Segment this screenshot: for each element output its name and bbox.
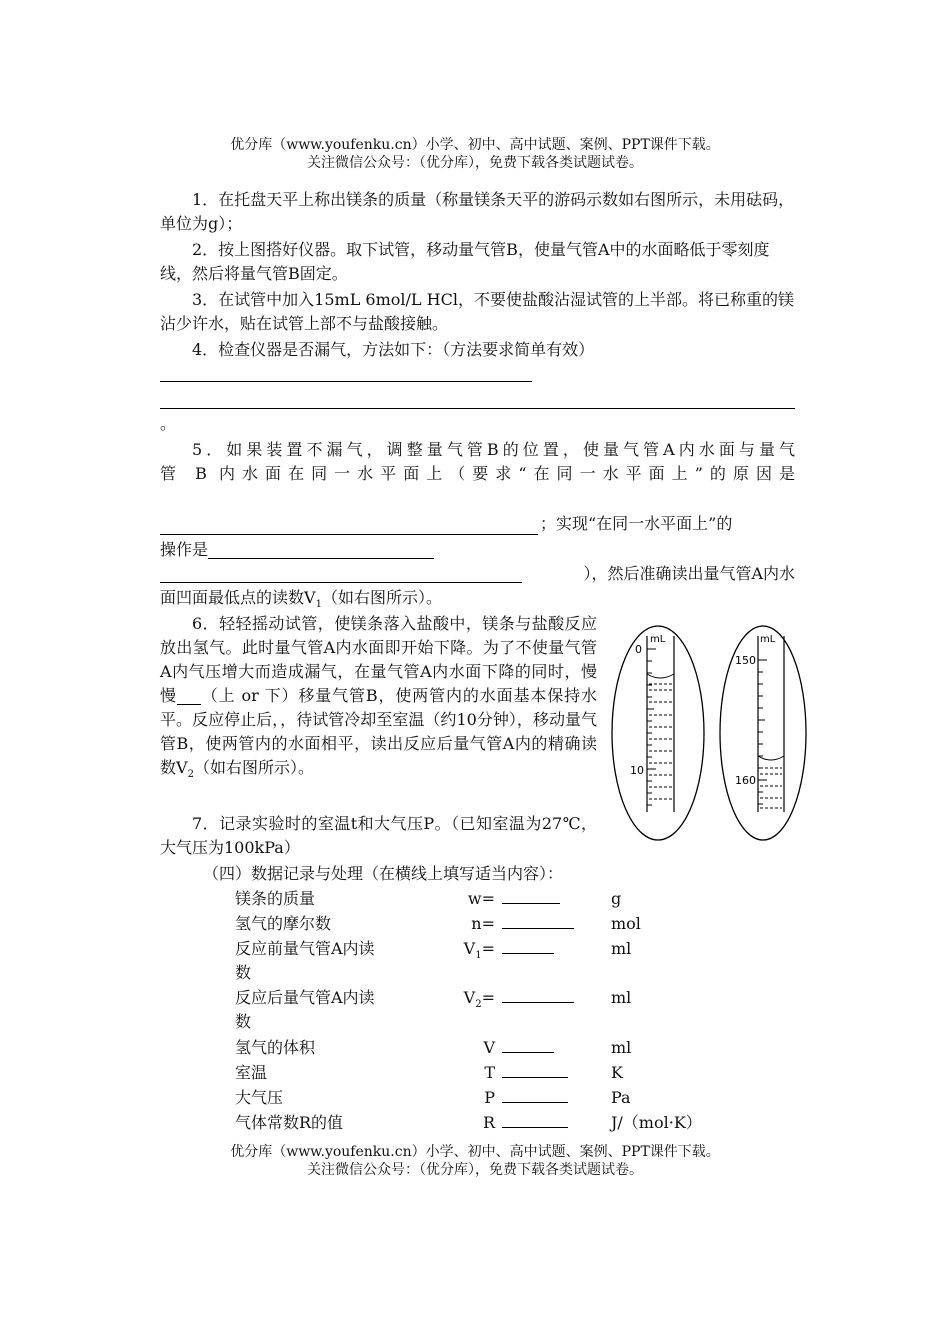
left-reading-ellipse <box>612 626 704 840</box>
step-5-line-d <box>160 538 795 562</box>
row-unit: ml <box>611 1038 632 1057</box>
footer-line-2: 关注微信公众号：（优分库），免费下载各类试题试卷。 <box>307 1162 643 1178</box>
row-symbol: w= <box>467 889 495 908</box>
step-5-line-a: 5．如果装置不漏气，调整量气管B的位置，使量气管A内水面与量气 <box>192 440 795 459</box>
row-symbol: T <box>484 1063 495 1082</box>
row-name-cont: 数 <box>235 963 252 982</box>
right-bottom-label: 160 <box>735 774 756 787</box>
row-blank <box>502 1086 568 1103</box>
row-unit: ml <box>611 939 632 958</box>
step-4: 4．检查仪器是否漏气，方法如下：（方法要求简单有效） <box>192 340 595 359</box>
row-name: 反应前量气管A内读 <box>235 939 375 958</box>
step-5-line-e: ），然后准确读出量气管A内水 <box>583 564 795 583</box>
left-unit-label: mL <box>650 634 666 645</box>
step-2: 2．按上图搭好仪器。取下试管，移动量气管B，使量气管A中的水面略低于零刻度线，然后将量气管B固定。 <box>160 240 770 283</box>
step-4-end: 。 <box>160 414 177 433</box>
row-unit: g <box>611 889 622 908</box>
row-unit: ml <box>611 988 632 1007</box>
step-5-line-b: 管 B 内水面在同一水平面上（要求“在同一水平面上”的原因是 <box>160 464 795 483</box>
row-name: 气体常数R的值 <box>235 1113 344 1132</box>
step-1: 1．在托盘天平上称出镁条的质量（称量镁条天平的游码示数如右图所示，未用砝码，单位为g）； <box>160 190 795 233</box>
step-5-line-c: ；实现“在同一水平面上”的 <box>540 514 733 533</box>
sym-pre: V <box>463 988 476 1007</box>
page-footer <box>0 1143 950 1179</box>
row-name: 反应后量气管A内读 <box>235 988 375 1007</box>
row-symbol <box>445 986 495 1017</box>
step-3: 3．在试管中加入15mL 6mol/L HCl，不要使盐酸沾湿试管的上半部。将已称重的镁沾少许水，贴在试管上部不与盐酸接触。 <box>160 290 794 333</box>
answer-line-4a <box>160 381 532 382</box>
row-symbol <box>445 937 495 968</box>
row-symbol: V <box>483 1038 495 1057</box>
sym-pre: V <box>463 939 476 958</box>
sym-post: = <box>481 988 495 1007</box>
sym-sub: 1 <box>475 950 482 962</box>
step-6-post: （如右图所示）。 <box>193 758 314 777</box>
row-symbol: P <box>484 1088 495 1107</box>
answer-blank-6 <box>177 688 201 705</box>
section-4-title: （四）数据记录与处理（在横线上填写适当内容）： <box>203 864 564 883</box>
row-name: 大气压 <box>235 1088 284 1107</box>
answer-line-4b <box>160 408 795 409</box>
page-header <box>0 136 950 172</box>
step-5-line-d-text: 操作是 <box>160 540 209 559</box>
row-name: 氢气的体积 <box>235 1038 316 1057</box>
answer-line-5c <box>160 582 522 583</box>
header-line-2: 关注微信公众号：（优分库），免费下载各类试题试卷。 <box>307 155 643 171</box>
step-5-f-pre: 面凹面最低点的读数V <box>160 588 316 607</box>
step-5-f-sub: 1 <box>315 599 322 611</box>
step-6-pre: 6．轻轻摇动试管，使镁条落入盐酸中，镁条与盐酸反应放出氢气。此时量气管A内水面即开始下降。为了不使量气管A内气压增大而造成漏气，在量气管A内水面下降的同时，慢慢 <box>160 614 597 705</box>
row-name: 室温 <box>235 1063 268 1082</box>
step-6-sub: 2 <box>187 769 194 781</box>
left-bottom-label: 10 <box>630 764 644 777</box>
row-unit: K <box>611 1063 623 1082</box>
sym-sub: 2 <box>475 999 482 1011</box>
row-blank <box>502 1036 554 1053</box>
burette-figure <box>608 622 808 844</box>
answer-line-5a <box>160 534 538 535</box>
row-symbol: n= <box>471 914 495 933</box>
header-line-1: 优分库（www.youfenku.cn）小学、初中、高中试题、案例、PPT课件下载。 <box>230 137 720 153</box>
row-unit: J/（mol·K） <box>611 1113 702 1132</box>
right-unit-label: mL <box>760 634 776 645</box>
row-name: 镁条的质量 <box>235 889 316 908</box>
row-blank <box>502 912 574 929</box>
row-blank <box>502 937 554 954</box>
step-6-mid: （上 or 下）移量气管B，使两管内的水面基本保持水平。反应停止后，，待试管冷却至室温（约10分钟），移动量气管B，使两管内的水面相平，读出反应后量气管A内的精确读数V <box>160 686 597 777</box>
step-7: 7．记录实验时的室温t和大气压P。（已知室温为27℃，大气压为100kPa） <box>160 814 597 857</box>
row-name: 氢气的摩尔数 <box>235 914 332 933</box>
sym-post: = <box>481 939 495 958</box>
step-6 <box>160 612 597 787</box>
row-name-cont: 数 <box>235 1012 252 1031</box>
row-blank <box>502 986 574 1003</box>
row-blank <box>502 887 560 904</box>
answer-blank-5b <box>208 542 434 559</box>
row-unit: mol <box>611 914 641 933</box>
row-blank <box>502 1111 568 1128</box>
right-top-label: 150 <box>735 654 756 667</box>
row-unit: Pa <box>611 1088 631 1107</box>
step-5-f-post: （如右图所示）。 <box>321 588 442 607</box>
left-top-label: 0 <box>635 643 642 656</box>
footer-line-1: 优分库（www.youfenku.cn）小学、初中、高中试题、案例、PPT课件下载。 <box>230 1144 720 1160</box>
row-symbol: R <box>482 1113 495 1132</box>
row-blank <box>502 1061 568 1078</box>
